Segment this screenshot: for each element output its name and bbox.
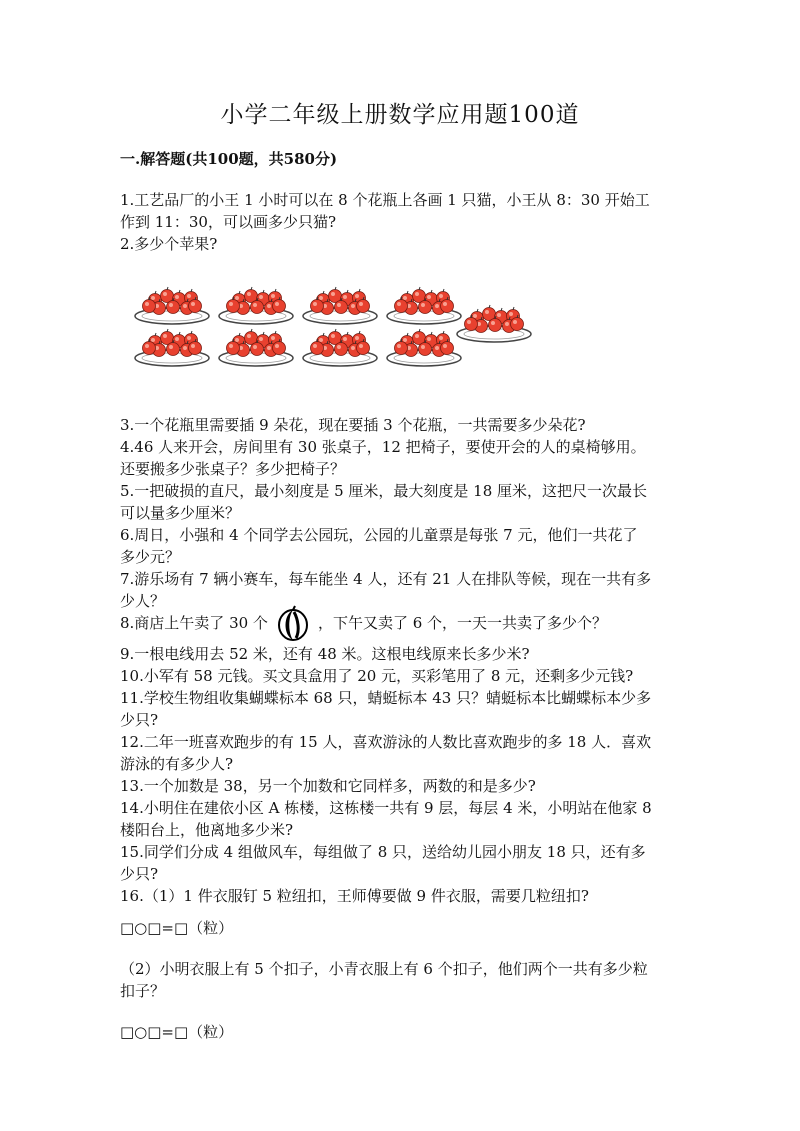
question-9: 9.一根电线用去 52 米，还有 48 米。这根电线原来长多少米? — [120, 645, 530, 663]
question-12-line-2: 游泳的有多少人? — [120, 755, 234, 773]
question-8-part-2: ，下午又卖了 6 个，一天一共卖了多少个？ — [317, 614, 608, 632]
apple-plate — [301, 286, 379, 326]
apple-plate — [385, 328, 463, 368]
apple-plate — [385, 286, 463, 326]
question-13: 13.一个加数是 38，另一个加数和它同样多，两数的和是多少? — [120, 777, 536, 795]
question-7-line-1: 7.游乐场有 7 辆小赛车，每车能坐 4 人，还有 21 人在排队等候，现在一共有多 — [120, 570, 652, 588]
question-3: 3.一个花瓶里需要插 9 朵花，现在要插 3 个花瓶，一共需要多少朵花? — [120, 416, 586, 434]
pear-icon — [274, 605, 312, 643]
question-15-line-2: 少只? — [120, 865, 159, 883]
answer-blank-1: □○□=□（粒） — [120, 919, 234, 937]
question-15-line-1: 15.同学们分成 4 组做风车，每组做了 8 只，送给幼儿园小朋友 18 只，还有多 — [120, 843, 646, 861]
question-1-line-1: 1.工艺品厂的小王 1 小时可以在 8 个花瓶上各画 1 只猫，小王从 8：30 开始工 — [120, 191, 650, 209]
apple-plate — [133, 328, 211, 368]
question-4-line-2: 还要搬多少张桌子？多少把椅子？ — [120, 460, 346, 478]
question-14-line-2: 楼阳台上，他离地多少米? — [120, 821, 294, 839]
question-11-line-1: 11.学校生物组收集蝴蝶标本 68 只，蜻蜓标本 43 只？蜻蜓标本比蝴蝶标本少多 — [120, 689, 652, 707]
question-8-part-1: 8.商店上午卖了 30 个 — [120, 614, 268, 632]
question-5-line-2: 可以量多少厘米？ — [120, 504, 241, 522]
question-8 — [120, 603, 607, 643]
apple-plate — [455, 304, 533, 344]
question-2: 2.多少个苹果? — [120, 235, 218, 253]
question-16-part-2-line-1: （2）小明衣服上有 5 个扣子，小青衣服上有 6 个扣子，他们两个一共有多少粒 — [120, 960, 648, 978]
question-1-line-2: 作到 11：30，可以画多少只猫? — [120, 213, 336, 231]
apple-plate — [217, 328, 295, 368]
apple-plate — [217, 286, 295, 326]
question-6-line-1: 6.周日，小强和 4 个同学去公园玩，公园的儿童票是每张 7 元，他们一共花了 — [120, 526, 638, 544]
question-10: 10.小军有 58 元钱。买文具盒用了 20 元，买彩笔用了 8 元，还剩多少元钱? — [120, 667, 634, 685]
question-6-line-2: 多少元？ — [120, 548, 181, 566]
apple-plates-figure — [133, 282, 533, 372]
section-heading: 一.解答题(共100题，共580分) — [120, 150, 338, 168]
question-5-line-1: 5.一把破损的直尺，最小刻度是 5 厘米，最大刻度是 18 厘米，这把尺一次最长 — [120, 482, 648, 500]
question-4-line-1: 4.46 人来开会，房间里有 30 张桌子，12 把椅子，要使开会的人的桌椅够用。 — [120, 438, 646, 456]
apple-plate — [301, 328, 379, 368]
question-12-line-1: 12.二年一班喜欢跑步的有 15 人，喜欢游泳的人数比喜欢跑步的多 18 人．喜欢 — [120, 733, 652, 751]
question-16-part-2-line-2: 扣子？ — [120, 982, 166, 1000]
question-7-line-2: 少人？ — [120, 592, 166, 610]
answer-blank-2: □○□=□（粒） — [120, 1023, 234, 1041]
question-11-line-2: 少只? — [120, 711, 159, 729]
apple-plate — [133, 286, 211, 326]
question-14-line-1: 14.小明住在建依小区 A 栋楼，这栋楼一共有 9 层，每层 4 米，小明站在他家 8 — [120, 799, 652, 817]
page-title: 小学二年级上册数学应用题100道 — [220, 102, 580, 128]
question-16-part-1: 16.（1）1 件衣服钉 5 粒纽扣，王师傅要做 9 件衣服，需要几粒纽扣? — [120, 887, 589, 905]
